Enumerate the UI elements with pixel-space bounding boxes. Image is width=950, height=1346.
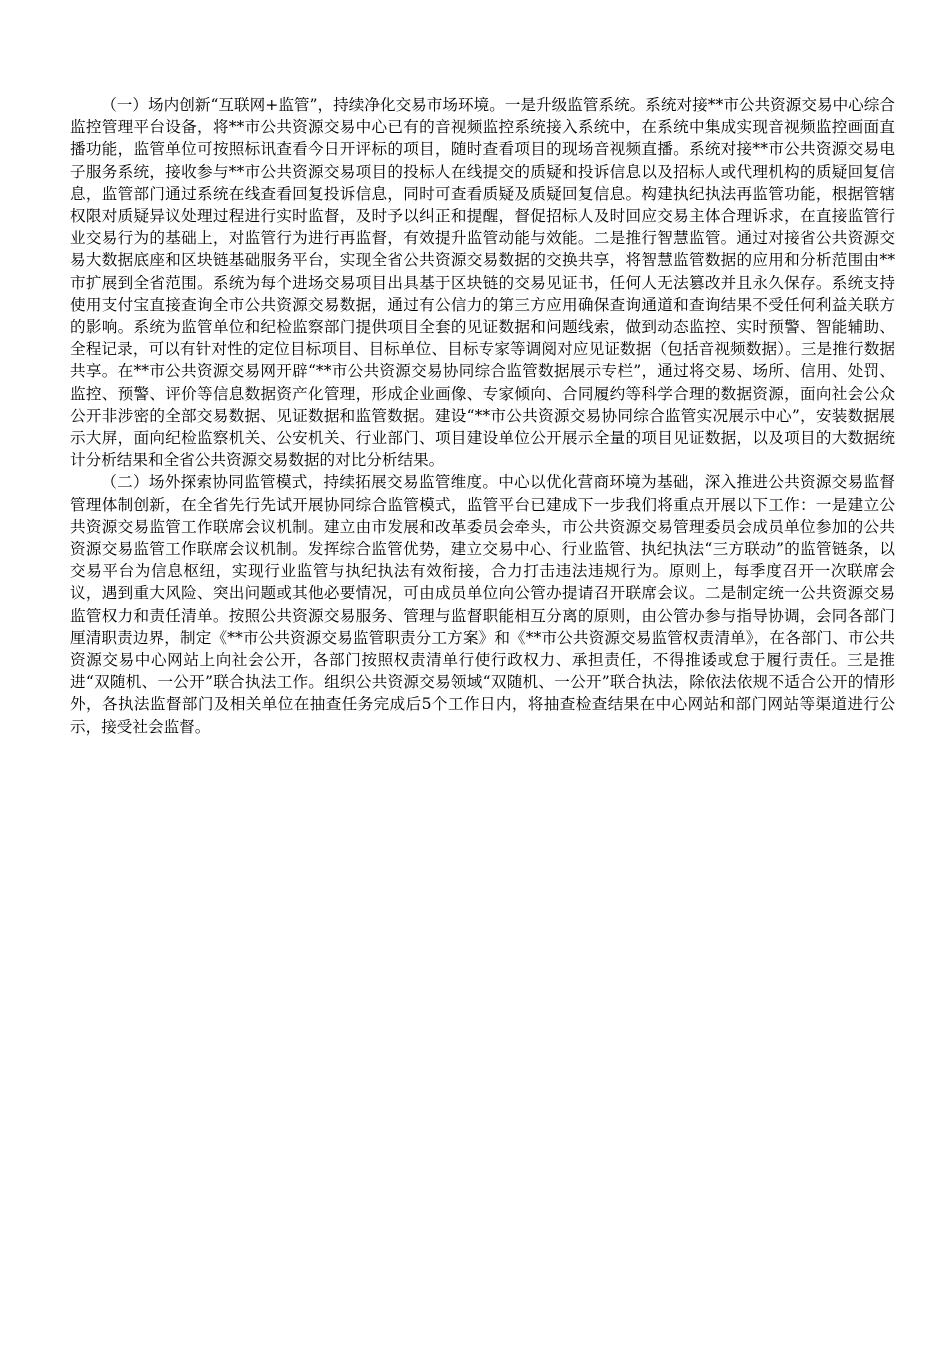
document-body [70,94,895,738]
paragraph-off-site-collaboration: （二）场外探索协同监管模式，持续拓展交易监管维度。中心以优化营商环境为基础，深入推进公共资源交易监督管理体制创新，在全省先行先试开展协同综合监管模式，监管平台已建成下一步我们将重点开展以下工作：一是建立公共资源交易监管工作联席会议机制。建立由市发展和改革委员会牵头，市公共资源交易管理委员会成员单位参加的公共资源交易监管工作联席会议机制。发挥综合监管优势，建立交易中心、行业监管、执纪执法“三方联动”的监管链条，以交易平台为信息枢纽，实现行业监管与执纪执法有效衔接，合力打击违法违规行为。原则上，每季度召开一次联席会议，遇到重大风险、突出问题或其他必要情况，可由成员单位向公管办提请召开联席会议。二是制定统一公共资源交易监管权力和责任清单。按照公共资源交易服务、管理与监督职能相互分离的原则，由公管办参与指导协调，会同各部门厘清职责边界，制定《**市公共资源交易监管职责分工方案》和《**市公共资源交易监管权责清单》，在各部门、市公共资源交易中心网站上向社会公开，各部门按照权责清单行使行政权力、承担责任，不得推诿或怠于履行责任。三是推进“双随机、一公开”联合执法工作。组织公共资源交易领域“双随机、一公开”联合执法，除依法依规不适合公开的情形外，各执法监督部门及相关单位在抽查任务完成后5个工作日内，将抽查检查结果在中心网站和部门网站等渠道进行公示，接受社会监督。 [70,473,895,736]
paragraph-on-site-innovation: （一）场内创新“互联网+监管”，持续净化交易市场环境。一是升级监管系统。系统对接**市公共资源交易中心综合监控管理平台设备，将**市公共资源交易中心已有的音视频监控系统接入系统中，在系统中集成实现音视频监控画面直播功能，监管单位可按照标讯查看今日开评标的项目，随时查看项目的现场音视频直播。系统对接**市公共资源交易电子服务系统，接收参与**市公共资源交易项目的投标人在线提交的质疑和投诉信息以及招标人或代理机构的质疑回复信息，监管部门通过系统在线查看回复投诉信息，同时可查看质疑及质疑回复信息。构建执纪执法再监管功能，根据管辖权限对质疑异议处理过程进行实时监督，及时予以纠正和提醒，督促招标人及时回应交易主体合理诉求，在直接监管行业交易行为的基础上，对监管行为进行再监督，有效提升监管动能与效能。二是推行智慧监管。通过对接省公共资源交易大数据底座和区块链基础服务平台，实现全省公共资源交易数据的交换共享，将智慧监管数据的应用和分析范围由**市扩展到全省范围。系统为每个进场交易项目出具基于区块链的交易见证书，任何人无法篡改并且永久保存。系统支持使用支付宝直接查询全市公共资源交易数据，通过有公信力的第三方应用确保查询通道和查询结果不受任何利益关联方的影响。系统为监管单位和纪检监察部门提供项目全套的见证数据和问题线索，做到动态监控、实时预警、智能辅助、全程记录，可以有针对性的定位目标项目、目标单位、目标专家等调阅对应见证数据（包括音视频数据）。三是推行数据共享。在**市公共资源交易网开辟“**市公共资源交易协同综合监管数据展示专栏”，通过将交易、场所、信用、处罚、监控、预警、评价等信息数据资产化管理，形成企业画像、专家倾向、合同履约等科学合理的数据资源，面向社会公众公开非涉密的全部交易数据、见证数据和监管数据。建设“**市公共资源交易协同综合监管实况展示中心”，安装数据展示大屏，面向纪检监察机关、公安机关、行业部门、项目建设单位公开展示全量的项目见证数据，以及项目的大数据统计分析结果和全省公共资源交易数据的对比分析结果。 [70,96,895,470]
